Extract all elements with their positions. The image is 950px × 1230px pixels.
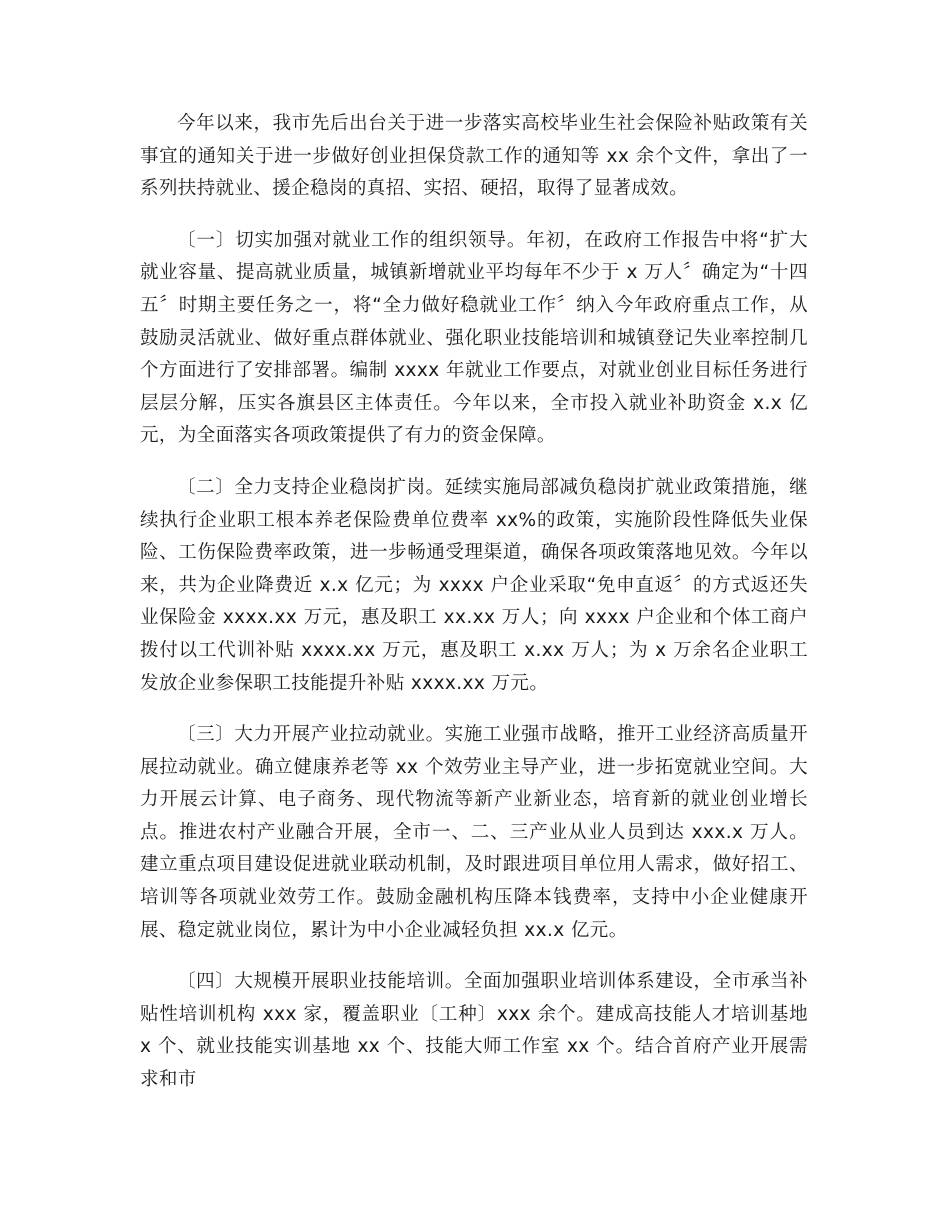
paragraph-section-1: 〔一〕切实加强对就业工作的组织领导。年初，在政府工作报告中将“扩大就业容量、提高就业质量，城镇新增就业平均每年不少于 x 万人〞确定为“十四五〞时期主要任务之一，将“全力做好稳就业工作〞纳入今年政府重点工作，从鼓励灵活就业、做好重点群体就业、强化职业技能培训和城镇登记失业率控制几个方面进行了安排部署。编制 xxxx 年就业工作要点，对就业创业目标任务进行层层分解，压实各旗县区主体责任。今年以来，全市投入就业补助资金 x.x 亿元，为全面落实各项政策提供了有力的资金保障。: [140, 229, 808, 447]
paragraph-section-2: 〔二〕全力支持企业稳岗扩岗。延续实施局部减负稳岗扩就业政策措施，继续执行企业职工根本养老保险费单位费率 xx%的政策，实施阶段性降低失业保险、工伤保险费率政策，进一步畅通受理渠道，确保各项政策落地见效。今年以来，共为企业降费近 x.x 亿元；为 xxxx 户企业采取“免申直返〞的方式返还失业保险金 xxxx.xx 万元，惠及职工 xx.xx 万人；向 xxxx 户企业和个体工商户拨付以工代训补贴 xxxx.xx 万元，惠及职工 x.xx 万人；为 x 万余名企业职工发放企业参保职工技能提升补贴 xxxx.xx 万元。: [140, 476, 808, 694]
paragraph-section-3: 〔三〕大力开展产业拉动就业。实施工业强市战略，推开工业经济高质量开展拉动就业。确立健康养老等 xx 个效劳业主导产业，进一步拓宽就业空间。大力开展云计算、电子商务、现代物流等新产业新业态，培育新的就业创业增长点。推进农村产业融合开展，全市一、二、三产业从业人员到达 xxx.x 万人。建立重点项目建设促进就业联动机制，及时跟进项目单位用人需求，做好招工、培训等各项就业效劳工作。鼓励金融机构压降本钱费率，支持中小企业健康开展、稳定就业岗位，累计为中小企业减轻负担 xx.x 亿元。: [140, 724, 808, 941]
paragraph-section-4: 〔四〕大规模开展职业技能培训。全面加强职业培训体系建设，全市承当补贴性培训机构 xxx 家，覆盖职业〔工种〕xxx 余个。建成高技能人才培训基地 x 个、就业技能实训基地 xx 个、技能大师工作室 xx 个。结合首府产业开展需求和市: [140, 971, 808, 1091]
document-body: [140, 108, 808, 1116]
paragraph-intro: 今年以来，我市先后出台关于进一步落实高校毕业生社会保险补贴政策有关事宜的通知关于进一步做好创业担保贷款工作的通知等 xx 余个文件，拿出了一系列扶持就业、援企稳岗的真招、实招、硬招，取得了显著成效。: [140, 113, 808, 200]
